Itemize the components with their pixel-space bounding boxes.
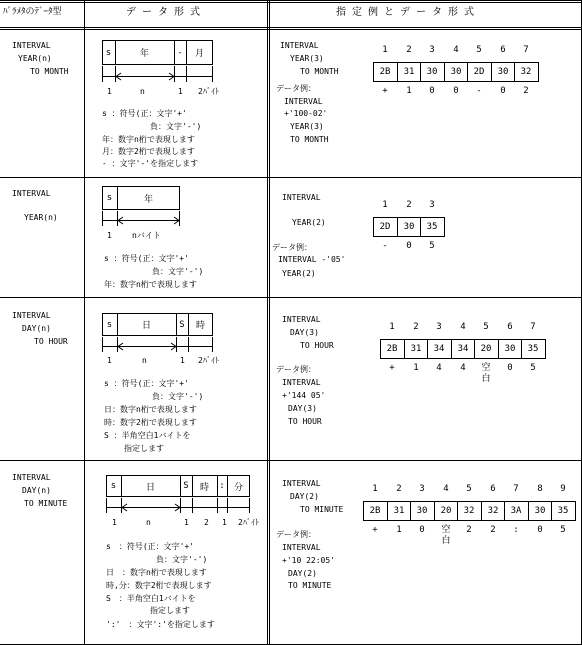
byte-hex-value: 30 (450, 67, 462, 77)
data-example-line: INTERVAL (282, 543, 321, 552)
desc-line: 負：文字'-') (150, 122, 202, 131)
example-line: INTERVAL (282, 315, 321, 324)
dimension-label: n (140, 87, 145, 96)
format-field-minute: 分 (233, 482, 243, 493)
data-example-line: INTERVAL (282, 378, 321, 387)
byte-hex-value: 2B (379, 67, 391, 77)
desc-line: s ：符号(正：文字'+' (102, 109, 187, 118)
format-field-sign: s (110, 481, 117, 491)
dimension-label: n (142, 356, 147, 365)
byte-index: 7 (530, 322, 536, 332)
byte-hex-value: 2D (379, 222, 391, 232)
byte-hex-value: 32 (520, 67, 532, 77)
example-line: YEAR(2) (292, 218, 326, 227)
param-type-line: TO HOUR (34, 337, 68, 346)
dimension-label: 1 (222, 518, 227, 527)
byte-char: + (372, 525, 378, 535)
param-type-line: YEAR(n) (24, 213, 58, 222)
byte-index: 7 (513, 484, 519, 494)
byte-index: 2 (413, 322, 419, 332)
byte-index: 2 (406, 45, 412, 55)
byte-index: 1 (382, 200, 388, 210)
data-example-line: YEAR(3) (290, 122, 324, 131)
byte-char: - (476, 86, 482, 96)
byte-char: + (389, 363, 395, 373)
byte-hex-value: 35 (426, 222, 438, 232)
format-field-dash: - (177, 47, 183, 58)
byte-index: 4 (453, 45, 459, 55)
desc-line: 日 ：数字n桁で表現します (106, 568, 207, 577)
byte-char: - (382, 241, 388, 251)
data-example-line: TO HOUR (288, 417, 322, 426)
byte-hex-value: 32 (487, 506, 499, 516)
desc-line: 負：文字'-') (152, 392, 204, 401)
dimension-label: 2ﾊﾞｲﾄ (198, 356, 219, 365)
example-line: TO MINUTE (300, 505, 344, 514)
byte-index: 3 (429, 45, 435, 55)
byte-hex-value: 30 (534, 506, 546, 516)
byte-index: 3 (419, 484, 425, 494)
byte-char: 0 (537, 525, 543, 535)
byte-index: 5 (476, 45, 482, 55)
format-field-sign: s (105, 47, 112, 58)
param-type-line: YEAR(n) (18, 54, 52, 63)
data-example-line: +'144 05' (282, 391, 326, 400)
desc-line: 負：文字'-') (152, 267, 204, 276)
desc-line: 負：文字'-') (156, 555, 208, 564)
byte-index: 9 (560, 484, 566, 494)
dimension-arrows (100, 337, 216, 355)
param-type-line: INTERVAL (12, 189, 51, 198)
data-example-label: データ例： (276, 365, 316, 374)
format-field-day: 日 (145, 482, 155, 493)
header-data-format: データ形式 (126, 7, 206, 18)
byte-hex-value: 3A (510, 506, 522, 516)
byte-index: 6 (507, 322, 513, 332)
byte-hex-value: 30 (426, 67, 438, 77)
param-type-line: DAY(n) (22, 486, 51, 495)
desc-line: 指定します (124, 444, 164, 453)
desc-line: 月：数字2桁で表現します (102, 147, 195, 156)
dimension-label: 1 (184, 518, 189, 527)
param-type-line: TO MINUTE (24, 499, 68, 508)
data-example-line: DAY(2) (288, 569, 317, 578)
byte-hex-value: 30 (497, 67, 509, 77)
data-example-line: +'100-02' (284, 109, 328, 118)
example-line: TO MONTH (300, 67, 339, 76)
dimension-label: 1 (107, 231, 112, 240)
format-field-colon: : (219, 481, 225, 491)
byte-char: 0 (453, 86, 459, 96)
byte-char: 5 (530, 363, 536, 373)
byte-index: 7 (523, 45, 529, 55)
byte-hex-value: 35 (527, 344, 539, 354)
desc-line: S ：半角空白1バイトを (104, 431, 191, 440)
example-line: TO HOUR (300, 341, 334, 350)
format-field-sign: s (106, 193, 113, 203)
data-example-line: INTERVAL (284, 97, 323, 106)
desc-line: 時：数字2桁で表現します (104, 418, 197, 427)
byte-char: 2 (466, 525, 472, 535)
header-param-type: ﾊﾟﾗﾒﾀのﾃﾞｰﾀ型 (3, 7, 62, 17)
format-field-hour: 時 (195, 321, 205, 331)
format-field-hour: 時 (199, 482, 209, 493)
byte-index: 3 (436, 322, 442, 332)
byte-index: 5 (466, 484, 472, 494)
byte-hex-value: 2D (473, 67, 485, 77)
byte-index: 1 (372, 484, 378, 494)
desc-line: s ：符号(正：文字'+' (104, 254, 189, 263)
format-field-year: 年 (143, 194, 153, 205)
byte-hex-value: 30 (504, 344, 516, 354)
param-type-line: DAY(n) (22, 324, 51, 333)
byte-index: 8 (537, 484, 543, 494)
byte-index: 6 (490, 484, 496, 494)
dimension-arrows (104, 498, 254, 516)
data-example-line: YEAR(2) (282, 269, 316, 278)
byte-hex-value: 34 (457, 344, 469, 354)
byte-index: 5 (483, 322, 489, 332)
param-type-line: INTERVAL (12, 311, 51, 320)
desc-line: s ：符号(正：文字'+' (104, 379, 189, 388)
dimension-label: 2ﾊﾞｲﾄ (238, 518, 259, 527)
dimension-label: nバイト (132, 231, 161, 240)
byte-index: 4 (443, 484, 449, 494)
header-example-format: 指定例とデータ形式 (336, 7, 480, 18)
data-example-label: データ例： (276, 84, 316, 93)
desc-line: 年：数字n桁で表現します (102, 135, 195, 144)
dimension-label: 1 (112, 518, 117, 527)
dimension-label: 2 (204, 518, 209, 527)
dimension-label: 1 (107, 87, 112, 96)
byte-char: 空 白 (441, 525, 451, 546)
format-field-space: S (183, 481, 189, 491)
byte-hex-value: 2B (369, 506, 381, 516)
data-example-line: +'10 22:05' (282, 556, 335, 565)
format-field-month: 月 (194, 49, 204, 59)
byte-char: 1 (406, 86, 412, 96)
dimension-label: 2ﾊﾞｲﾄ (198, 87, 219, 96)
data-example-line: DAY(3) (288, 404, 317, 413)
byte-char: 4 (460, 363, 466, 373)
byte-char: + (382, 86, 388, 96)
data-example-label: データ例： (272, 243, 312, 252)
byte-char: 2 (523, 86, 529, 96)
byte-hex-value: 2B (386, 344, 398, 354)
byte-index: 1 (389, 322, 395, 332)
byte-char: 0 (429, 86, 435, 96)
example-line: DAY(3) (290, 328, 319, 337)
byte-char: 0 (406, 241, 412, 251)
byte-index: 4 (460, 322, 466, 332)
byte-hex-value: 30 (416, 506, 428, 516)
desc-line: - ：文字'-'を指定します (102, 159, 199, 168)
byte-char: 2 (490, 525, 496, 535)
param-type-line: INTERVAL (12, 473, 51, 482)
byte-char: 0 (500, 86, 506, 96)
dimension-label: 1 (180, 356, 185, 365)
desc-line: 年：数字n桁で表現します (104, 280, 197, 289)
dimension-arrows (100, 66, 216, 86)
byte-index: 1 (382, 45, 388, 55)
byte-hex-value: 20 (480, 344, 492, 354)
byte-char: 0 (419, 525, 425, 535)
format-field-year: 年 (139, 49, 149, 59)
byte-char: 1 (413, 363, 419, 373)
byte-hex-value: 34 (433, 344, 445, 354)
desc-line: 指定します (150, 606, 190, 615)
data-example-line: INTERVAL -'05' (278, 255, 346, 264)
byte-char: 5 (429, 241, 435, 251)
example-line: INTERVAL (282, 479, 321, 488)
param-type-line: TO MONTH (30, 67, 69, 76)
dimension-label: 1 (107, 356, 112, 365)
desc-line: ':' ：文字':'を指定します (106, 620, 215, 629)
byte-char: 4 (436, 363, 442, 373)
byte-index: 6 (500, 45, 506, 55)
data-example-line: TO MINUTE (288, 581, 332, 590)
param-type-line: INTERVAL (12, 41, 51, 50)
byte-char: : (513, 525, 519, 535)
byte-char: 5 (560, 525, 566, 535)
byte-hex-value: 35 (557, 506, 569, 516)
example-line: YEAR(3) (290, 54, 324, 63)
example-line: INTERVAL (280, 41, 319, 50)
dimension-arrows (100, 211, 184, 229)
example-line: INTERVAL (282, 193, 321, 202)
byte-hex-value: 31 (393, 506, 405, 516)
desc-line: s ：符号(正：文字'+' (106, 542, 195, 551)
desc-line: S ：半角空白1バイトを (106, 594, 196, 603)
example-line: DAY(2) (290, 492, 319, 501)
byte-hex-value: 31 (403, 67, 415, 77)
dimension-label: 1 (178, 87, 183, 96)
format-field-day: 日 (141, 321, 151, 331)
byte-hex-value: 32 (463, 506, 475, 516)
desc-line: 日：数字n桁で表現します (104, 405, 197, 414)
byte-hex-value: 30 (403, 222, 415, 232)
byte-hex-value: 20 (440, 506, 452, 516)
format-field-space: S (179, 319, 185, 330)
dimension-label: n (146, 518, 151, 527)
format-field-sign: s (106, 319, 113, 330)
byte-hex-value: 31 (410, 344, 422, 354)
data-example-label: データ例： (276, 530, 316, 539)
byte-index: 2 (396, 484, 402, 494)
byte-char: 0 (507, 363, 513, 373)
byte-index: 2 (406, 200, 412, 210)
byte-char: 1 (396, 525, 402, 535)
byte-char: 空 白 (481, 363, 491, 384)
data-example-line: TO MONTH (290, 135, 329, 144)
byte-index: 3 (429, 200, 435, 210)
desc-line: 時,分：数字2桁で表現します (106, 581, 212, 590)
